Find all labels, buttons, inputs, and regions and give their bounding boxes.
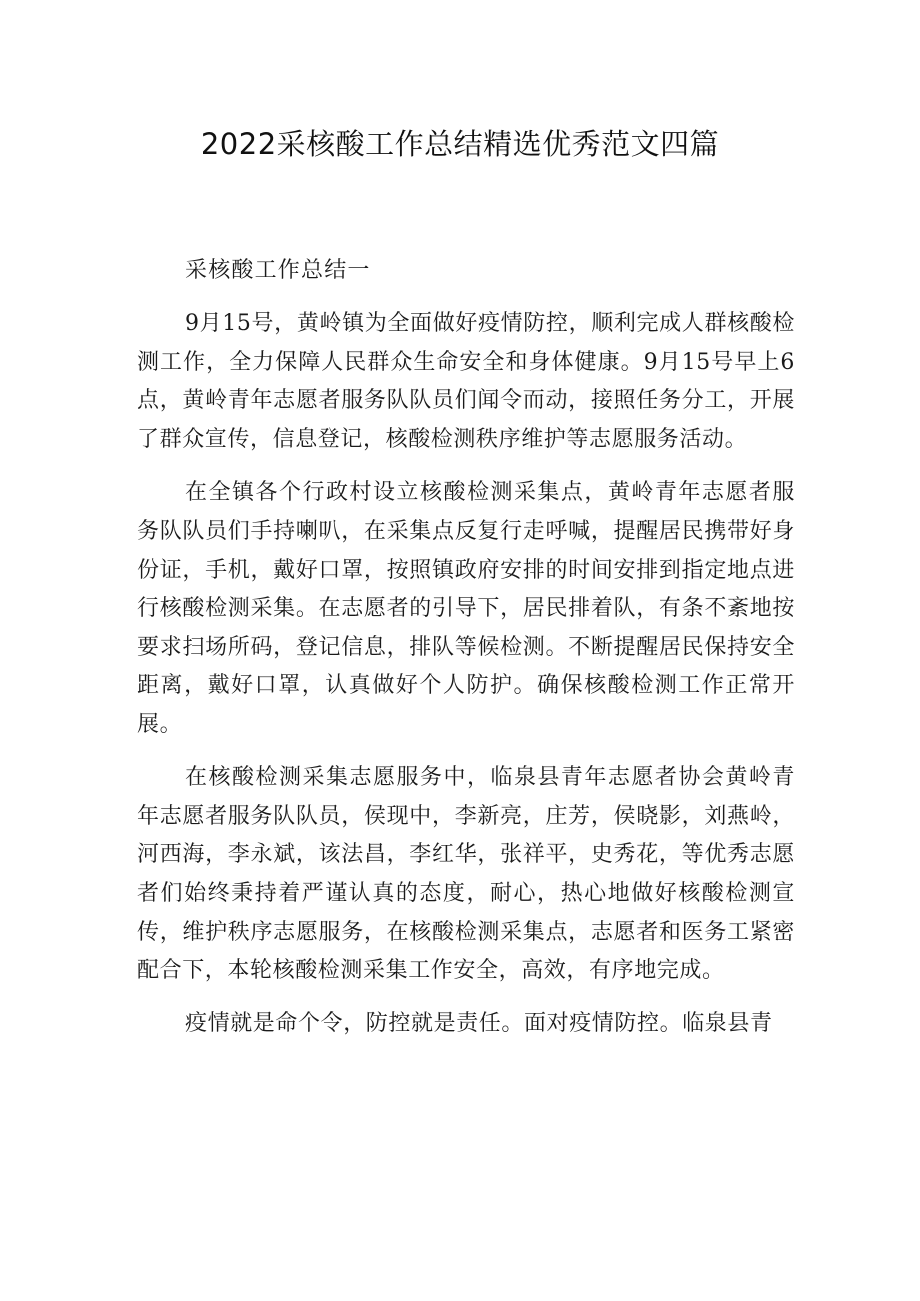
paragraph-1: 9月15号，黄岭镇为全面做好疫情防控，顺利完成人群核酸检测工作，全力保障人民群众生命安全和身体健康。9月15号早上6点，黄岭青年志愿者服务队队员们闻令而动，接照任务分工，开展了群众宣传，信息登记，核酸检测秩序维护等志愿服务活动。	[137, 311, 795, 453]
paragraph-2: 在全镇各个行政村设立核酸检测采集点，黄岭青年志愿者服务队队员们手持喇叭，在采集点反复行走呼喊，提醒居民携带好身份证，手机，戴好口罩，按照镇政府安排的时间安排到指定地点进行核酸检测采集。在志愿者的引导下，居民排着队，有条不紊地按要求扫场所码，登记信息，排队等候检测。不断提醒居民保持安全距离，戴好口罩，认真做好个人防护。确保核酸检测工作正常开展。	[137, 480, 795, 737]
section-heading: 采核酸工作总结一	[185, 258, 371, 283]
document-title: 2022采核酸工作总结精选优秀范文四篇	[200, 127, 720, 161]
paragraph-4: 疫情就是命个令，防控就是责任。面对疫情防控。临泉县青	[185, 1011, 773, 1037]
document-body	[137, 252, 795, 1059]
paragraph-3: 在核酸检测采集志愿服务中，临泉县青年志愿者协会黄岭青年志愿者服务队队员，侯现中，李新亮，庄芳，侯晓影，刘燕岭，河西海，李永斌，该法昌，李红华，张祥平，史秀花，等优秀志愿者们始终秉持着严谨认真的态度，耐心，热心地做好核酸检测宣传，维护秩序志愿服务，在核酸检测采集点，志愿者和医务工紧密配合下，本轮核酸检测采集工作安全，高效，有序地完成。	[137, 765, 795, 984]
